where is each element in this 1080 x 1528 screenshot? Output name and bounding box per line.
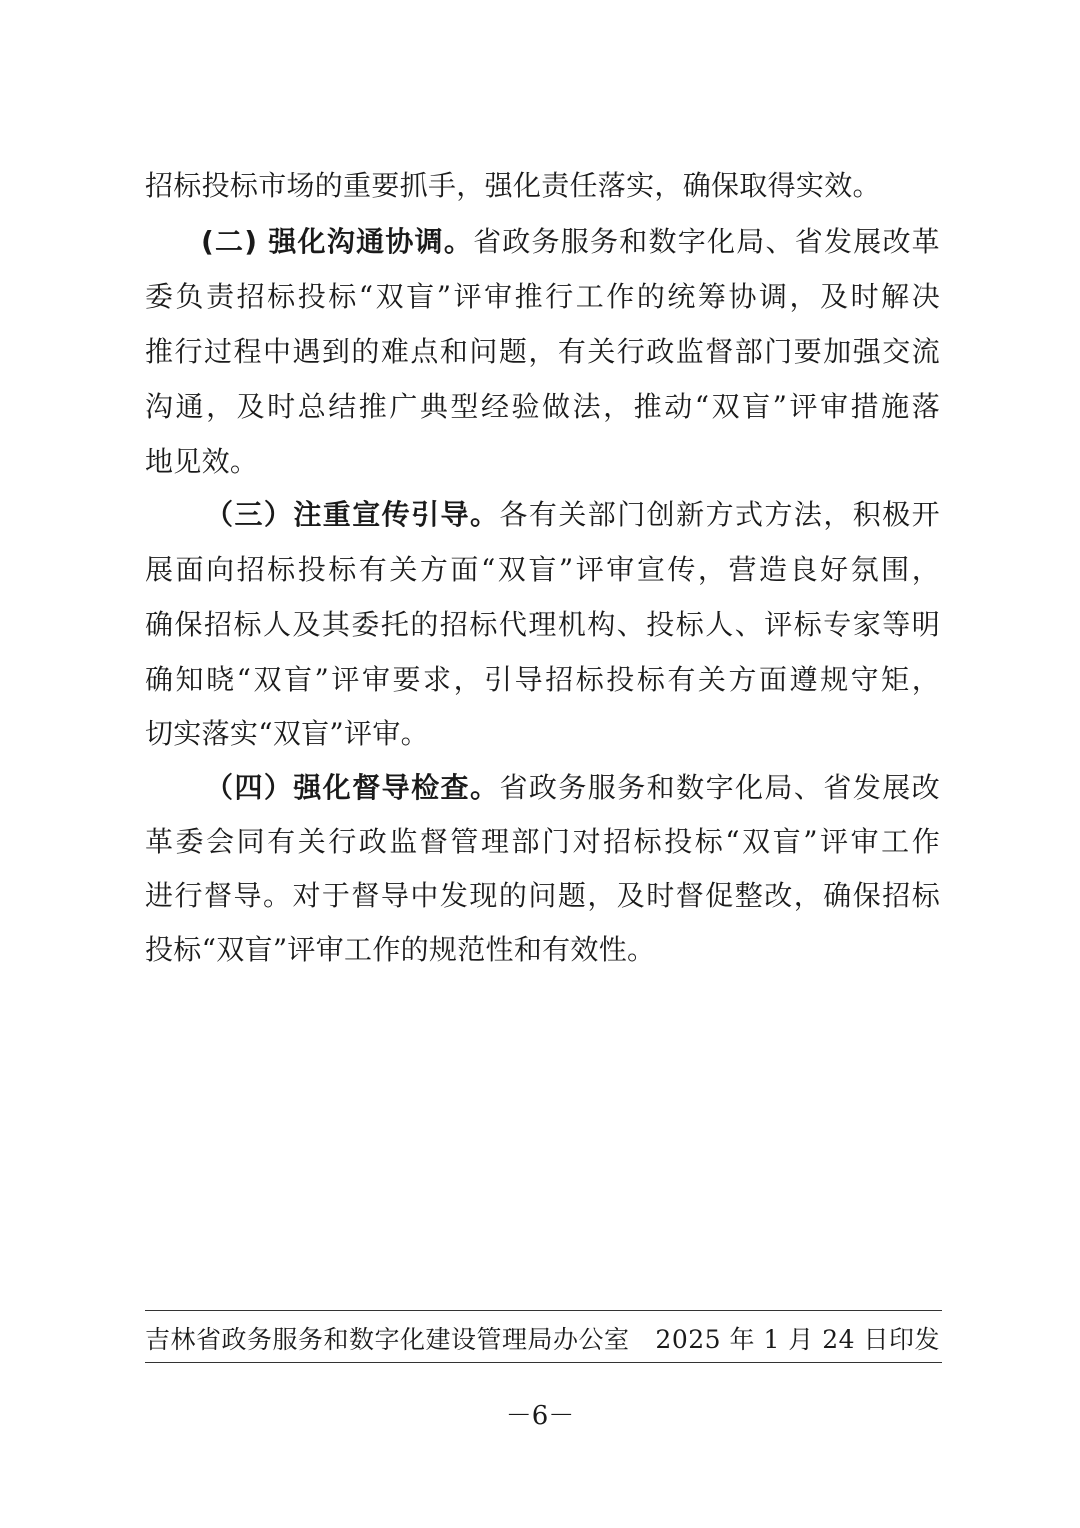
section-2-first-line bbox=[201, 222, 940, 262]
footer-date: 2025 年 1 月 24 日印发 bbox=[655, 1325, 940, 1354]
section-3-line: 确保招标人及其委托的招标代理机构、投标人、评标专家等明 bbox=[145, 608, 940, 641]
footer-top-rule bbox=[145, 1310, 942, 1311]
section-2-first-line-text: 省政务服务和数字化局、省发展改革 bbox=[473, 225, 940, 258]
section-3-first-line-text: 各有关部门创新方式方法，积极开 bbox=[499, 498, 940, 531]
section-2-heading: (二) 强化沟通协调。 bbox=[201, 225, 474, 258]
section-4-line: 革委会同有关行政监督管理部门对招标投标“双盲”评审工作 bbox=[145, 825, 940, 858]
section-4-first-line bbox=[205, 768, 940, 808]
section-3-line: 展面向招标投标有关方面“双盲”评审宣传，营造良好氛围， bbox=[145, 553, 940, 586]
section-2-line: 委负责招标投标“双盲”评审推行工作的统筹协调，及时解决 bbox=[145, 280, 940, 313]
page-number: －6－ bbox=[505, 1401, 575, 1431]
section-4-line: 进行督导。对于督导中发现的问题，及时督促整改，确保招标 bbox=[145, 879, 940, 912]
section-4-heading: （四）强化督导检查。 bbox=[205, 771, 500, 804]
section-2-line: 沟通，及时总结推广典型经验做法，推动“双盲”评审措施落 bbox=[145, 390, 940, 423]
footer-office: 吉林省政务服务和数字化建设管理局办公室 bbox=[145, 1325, 630, 1354]
section-3-first-line bbox=[205, 495, 940, 535]
section-2-line: 地见效。 bbox=[145, 445, 259, 478]
section-4-line: 投标“双盲”评审工作的规范性和有效性。 bbox=[145, 933, 656, 966]
section-4-first-line-text: 省政务服务和数字化局、省发展改 bbox=[499, 771, 940, 804]
section-3-line: 确知晓“双盲”评审要求，引导招标投标有关方面遵规守矩， bbox=[145, 663, 940, 696]
section-3-heading: （三）注重宣传引导。 bbox=[205, 498, 500, 531]
paragraph-intro-line: 招标投标市场的重要抓手，强化责任落实，确保取得实效。 bbox=[145, 169, 881, 202]
section-2-line: 推行过程中遇到的难点和问题，有关行政监督部门要加强交流 bbox=[145, 335, 940, 368]
section-3-line: 切实落实“双盲”评审。 bbox=[145, 717, 429, 750]
footer-bottom-rule bbox=[145, 1362, 942, 1363]
